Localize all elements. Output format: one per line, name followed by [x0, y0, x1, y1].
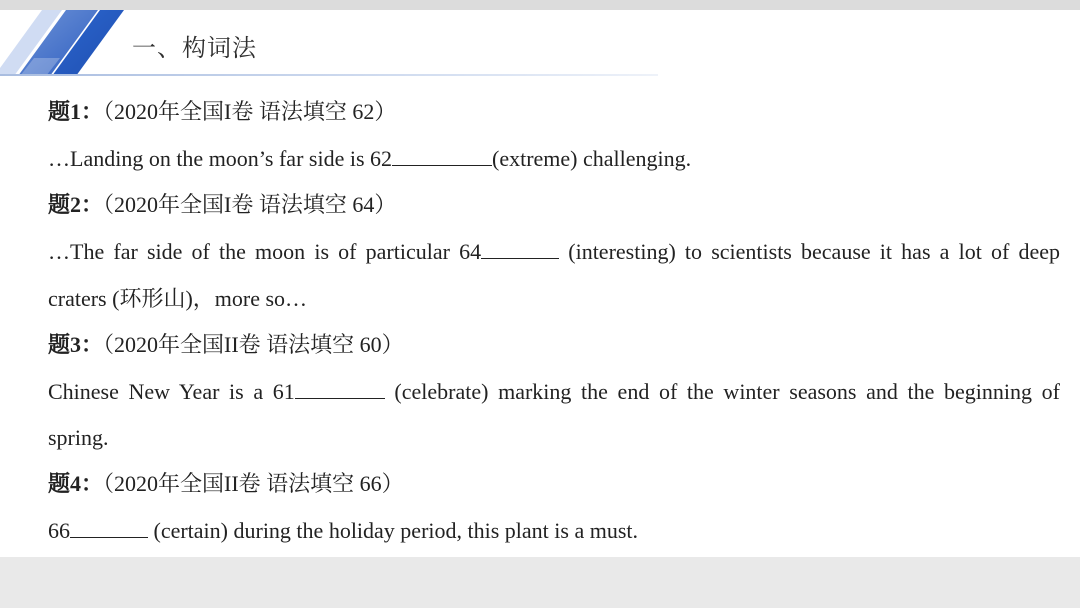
question-3-text-continued: spring. — [48, 425, 109, 450]
sentence-part: …Landing on the moon’s far side is 62 — [48, 146, 393, 171]
answer-blank — [70, 517, 148, 538]
question-label: 题1： — [48, 99, 104, 124]
sentence-part: (certain) during the holiday period, this plant is a must. — [148, 518, 639, 543]
sentence-part: (celebrate) marking the end of the winter seasons and the beginning of — [384, 379, 1060, 404]
answer-blank — [392, 145, 492, 166]
top-band — [0, 0, 1080, 10]
question-2-heading — [48, 189, 1060, 221]
question-3-text — [48, 376, 1060, 408]
question-source: （2020年全国II卷 语法填空 66） — [103, 471, 404, 496]
question-source: （2020年全国II卷 语法填空 60） — [103, 332, 404, 357]
question-label: 题4： — [48, 471, 104, 496]
sentence-part: Chinese New Year is a 61 — [48, 379, 295, 404]
question-4-text — [48, 515, 1060, 547]
bottom-band — [0, 557, 1080, 608]
question-3-heading — [48, 329, 1060, 361]
question-1-heading — [48, 96, 1060, 128]
question-2-text-continued: craters (环形山)，more so… — [48, 286, 308, 311]
question-1-text — [48, 143, 1060, 175]
sentence-part: (interesting) to scientists because it has a lot of deep — [559, 239, 1060, 264]
section-title: 一、构词法 — [132, 36, 257, 62]
header-stripes-graphic — [0, 10, 130, 76]
question-source: （2020年全国I卷 语法填空 62） — [103, 99, 397, 124]
question-source: （2020年全国I卷 语法填空 64） — [103, 192, 397, 217]
question-2-text — [48, 236, 1060, 268]
header-divider — [0, 74, 658, 76]
sentence-part: 66 — [48, 518, 70, 543]
answer-blank — [295, 378, 385, 399]
answer-blank — [481, 238, 559, 259]
sentence-part: …The far side of the moon is of particular 64 — [48, 239, 482, 264]
question-4-heading — [48, 468, 1060, 500]
question-label: 题2： — [48, 192, 104, 217]
sentence-part: (extreme) challenging. — [492, 146, 692, 171]
question-label: 题3： — [48, 332, 104, 357]
slide-header — [0, 10, 1080, 76]
